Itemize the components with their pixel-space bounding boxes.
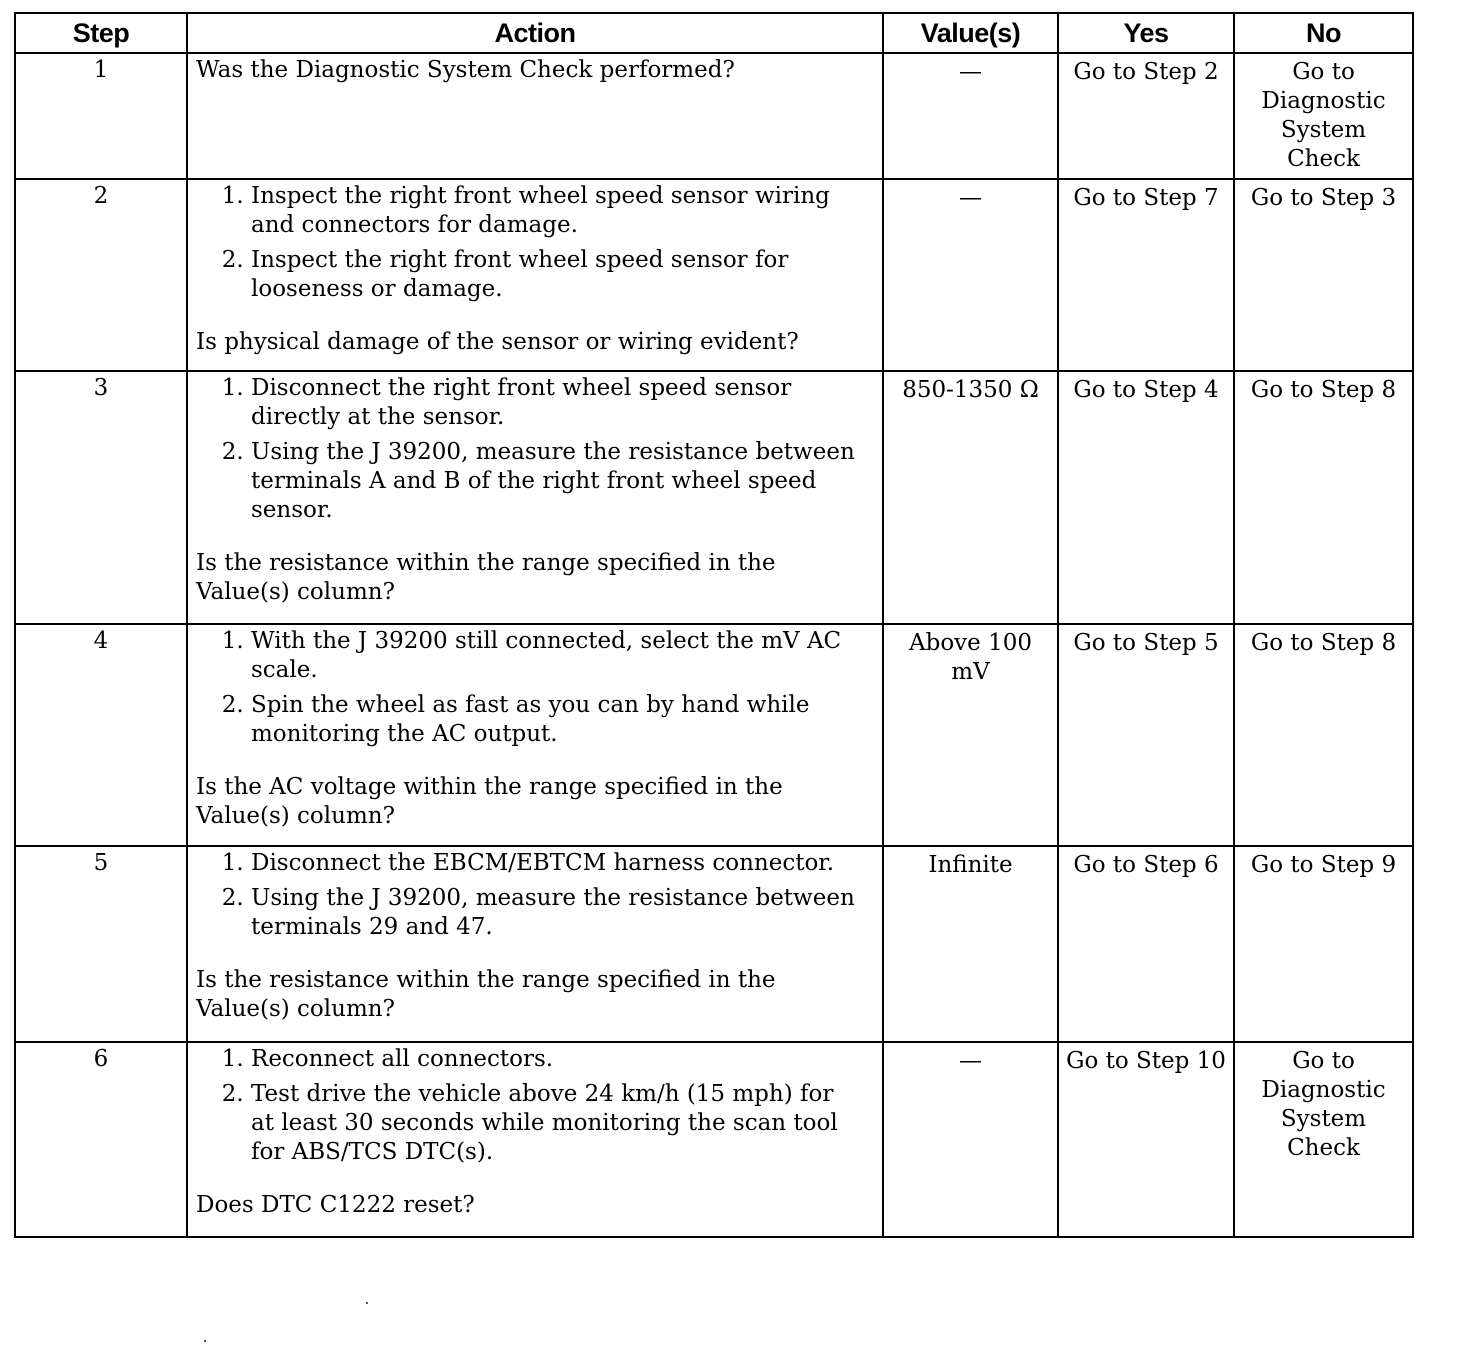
step-number: 5 xyxy=(15,846,187,1042)
value-cell: 850-1350 Ω xyxy=(883,371,1058,624)
yes-cell: Go to Step 7 xyxy=(1058,179,1234,371)
value-cell: Above 100 mV xyxy=(883,624,1058,846)
action-question: Does DTC C1222 reset? xyxy=(196,1192,475,1218)
action-step-item: 1. With the J 39200 still connected, select the mV AC scale. xyxy=(251,627,862,685)
action-step-item: 1. Disconnect the right front wheel speed sensor directly at the sensor. xyxy=(251,374,862,432)
scan-speck xyxy=(204,1340,206,1342)
action-cell xyxy=(187,624,883,846)
table-row xyxy=(15,1042,1413,1237)
action-cell xyxy=(187,53,883,179)
no-cell: Go to Step 3 xyxy=(1234,179,1413,371)
value-cell: — xyxy=(883,1042,1058,1237)
no-cell: Go to Step 8 xyxy=(1234,624,1413,846)
action-question: Is physical damage of the sensor or wiring evident? xyxy=(196,329,799,355)
step-number: 4 xyxy=(15,624,187,846)
action-steps-list xyxy=(196,374,862,525)
diagnostic-procedure-page xyxy=(14,12,1412,1238)
header-action: Action xyxy=(187,13,883,53)
yes-cell: Go to Step 10 xyxy=(1058,1042,1234,1237)
action-question: Was the Diagnostic System Check performed? xyxy=(196,57,735,83)
yes-cell: Go to Step 5 xyxy=(1058,624,1234,846)
header-yes: Yes xyxy=(1058,13,1234,53)
value-cell: Infinite xyxy=(883,846,1058,1042)
table-row xyxy=(15,624,1413,846)
yes-cell: Go to Step 4 xyxy=(1058,371,1234,624)
scan-speck xyxy=(366,1302,368,1304)
yes-cell: Go to Step 6 xyxy=(1058,846,1234,1042)
value-cell: — xyxy=(883,53,1058,179)
table-header-row xyxy=(15,13,1413,53)
action-cell xyxy=(187,179,883,371)
action-steps-list xyxy=(196,849,862,942)
action-step-item: 2. Using the J 39200, measure the resistance between terminals A and B of the right front wheel speed sensor. xyxy=(251,438,862,525)
action-step-item: 2. Test drive the vehicle above 24 km/h (15 mph) for at least 30 seconds while monitoring the scan tool for ABS/TCS DTC(s). xyxy=(251,1080,862,1167)
no-cell: Go to Step 9 xyxy=(1234,846,1413,1042)
table-row xyxy=(15,53,1413,179)
table-row xyxy=(15,371,1413,624)
action-cell xyxy=(187,371,883,624)
action-question: Is the AC voltage within the range specified in the Value(s) column? xyxy=(196,774,783,829)
action-steps-list xyxy=(196,1045,862,1167)
table-row xyxy=(15,179,1413,371)
action-step-item: 1. Reconnect all connectors. xyxy=(251,1045,862,1074)
step-number: 6 xyxy=(15,1042,187,1237)
step-number: 3 xyxy=(15,371,187,624)
header-no: No xyxy=(1234,13,1413,53)
no-cell: Go to Step 8 xyxy=(1234,371,1413,624)
step-number: 1 xyxy=(15,53,187,179)
action-steps-list xyxy=(196,627,862,749)
yes-cell: Go to Step 2 xyxy=(1058,53,1234,179)
action-steps-list xyxy=(196,182,862,304)
header-values: Value(s) xyxy=(883,13,1058,53)
header-step: Step xyxy=(15,13,187,53)
value-cell: — xyxy=(883,179,1058,371)
action-question: Is the resistance within the range specified in the Value(s) column? xyxy=(196,550,776,605)
no-cell: Go to Diagnostic System Check xyxy=(1234,53,1413,179)
no-cell: Go to Diagnostic System Check xyxy=(1234,1042,1413,1237)
action-step-item: 1. Inspect the right front wheel speed sensor wiring and connectors for damage. xyxy=(251,182,862,240)
action-step-item: 2. Spin the wheel as fast as you can by hand while monitoring the AC output. xyxy=(251,691,862,749)
diagnostic-table xyxy=(14,12,1414,1238)
action-step-item: 1. Disconnect the EBCM/EBTCM harness connector. xyxy=(251,849,862,878)
action-step-item: 2. Using the J 39200, measure the resistance between terminals 29 and 47. xyxy=(251,884,862,942)
action-step-item: 2. Inspect the right front wheel speed sensor for looseness or damage. xyxy=(251,246,862,304)
action-cell xyxy=(187,1042,883,1237)
action-question: Is the resistance within the range specified in the Value(s) column? xyxy=(196,967,776,1022)
table-row xyxy=(15,846,1413,1042)
action-cell xyxy=(187,846,883,1042)
step-number: 2 xyxy=(15,179,187,371)
